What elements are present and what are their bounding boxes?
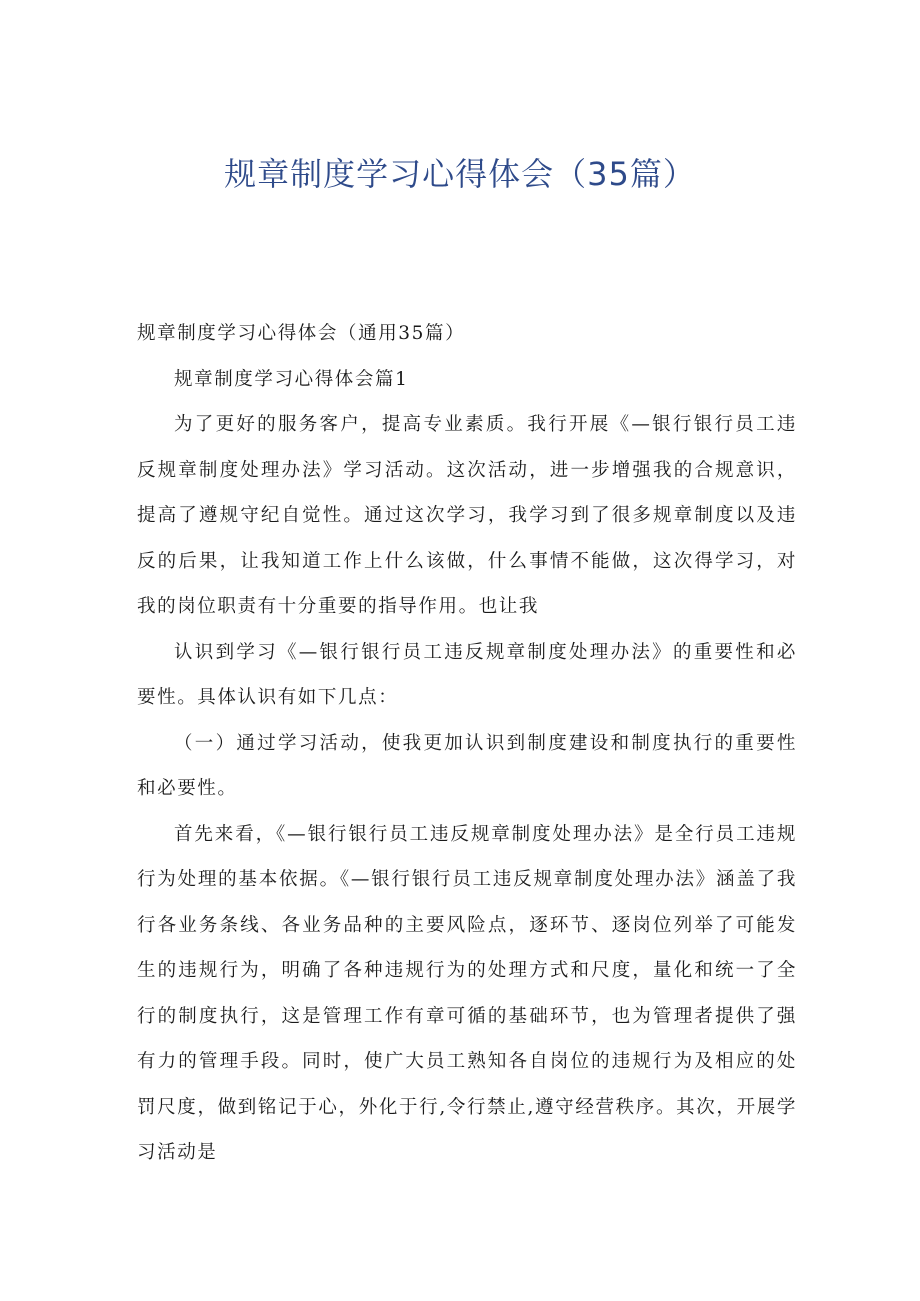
paragraph: 为了更好的服务客户，提高专业素质。我行开展《—银行银行员工违反规章制度处理办法》学习活动。这次活动，进一步增强我的合规意识，提高了遵规守纪自觉性。通过这次学习，我学习到了很多规章制度以及违反的后果，让我知道工作上什么该做，什么事情不能做，这次得学习，对我的岗位职责有十分重要的指导作用。也让我: [137, 414, 797, 617]
section-heading: 规章制度学习心得体会篇1: [174, 368, 409, 390]
document-body: [137, 311, 797, 1176]
paragraph: 首先来看，《—银行银行员工违反规章制度处理办法》是全行员工违规行为处理的基本依据。《—银行银行员工违反规章制度处理办法》涵盖了我行各业务条线、各业务品种的主要风险点，逐环节、逐岗位列举了可能发生的违规行为，明确了各种违规行为的处理方式和尺度，量化和统一了全行的制度执行，这是管理工作有章可循的基础环节，也为管理者提供了强有力的管理手段。同时，使广大员工熟知各自岗位的违规行为及相应的处罚尺度，做到铭记于心，外化于行,令行禁止,遵守经营秩序。其次，开展学习活动是: [137, 823, 797, 1163]
document-title: 规章制度学习心得体会（35篇）: [224, 155, 696, 193]
paragraph: 认识到学习《—银行银行员工违反规章制度处理办法》的重要性和必要性。具体认识有如下几点：: [137, 641, 797, 708]
paragraph: （一）通过学习活动，使我更加认识到制度建设和制度执行的重要性和必要性。: [137, 732, 797, 799]
document-subtitle: 规章制度学习心得体会（通用35篇）: [137, 323, 466, 344]
